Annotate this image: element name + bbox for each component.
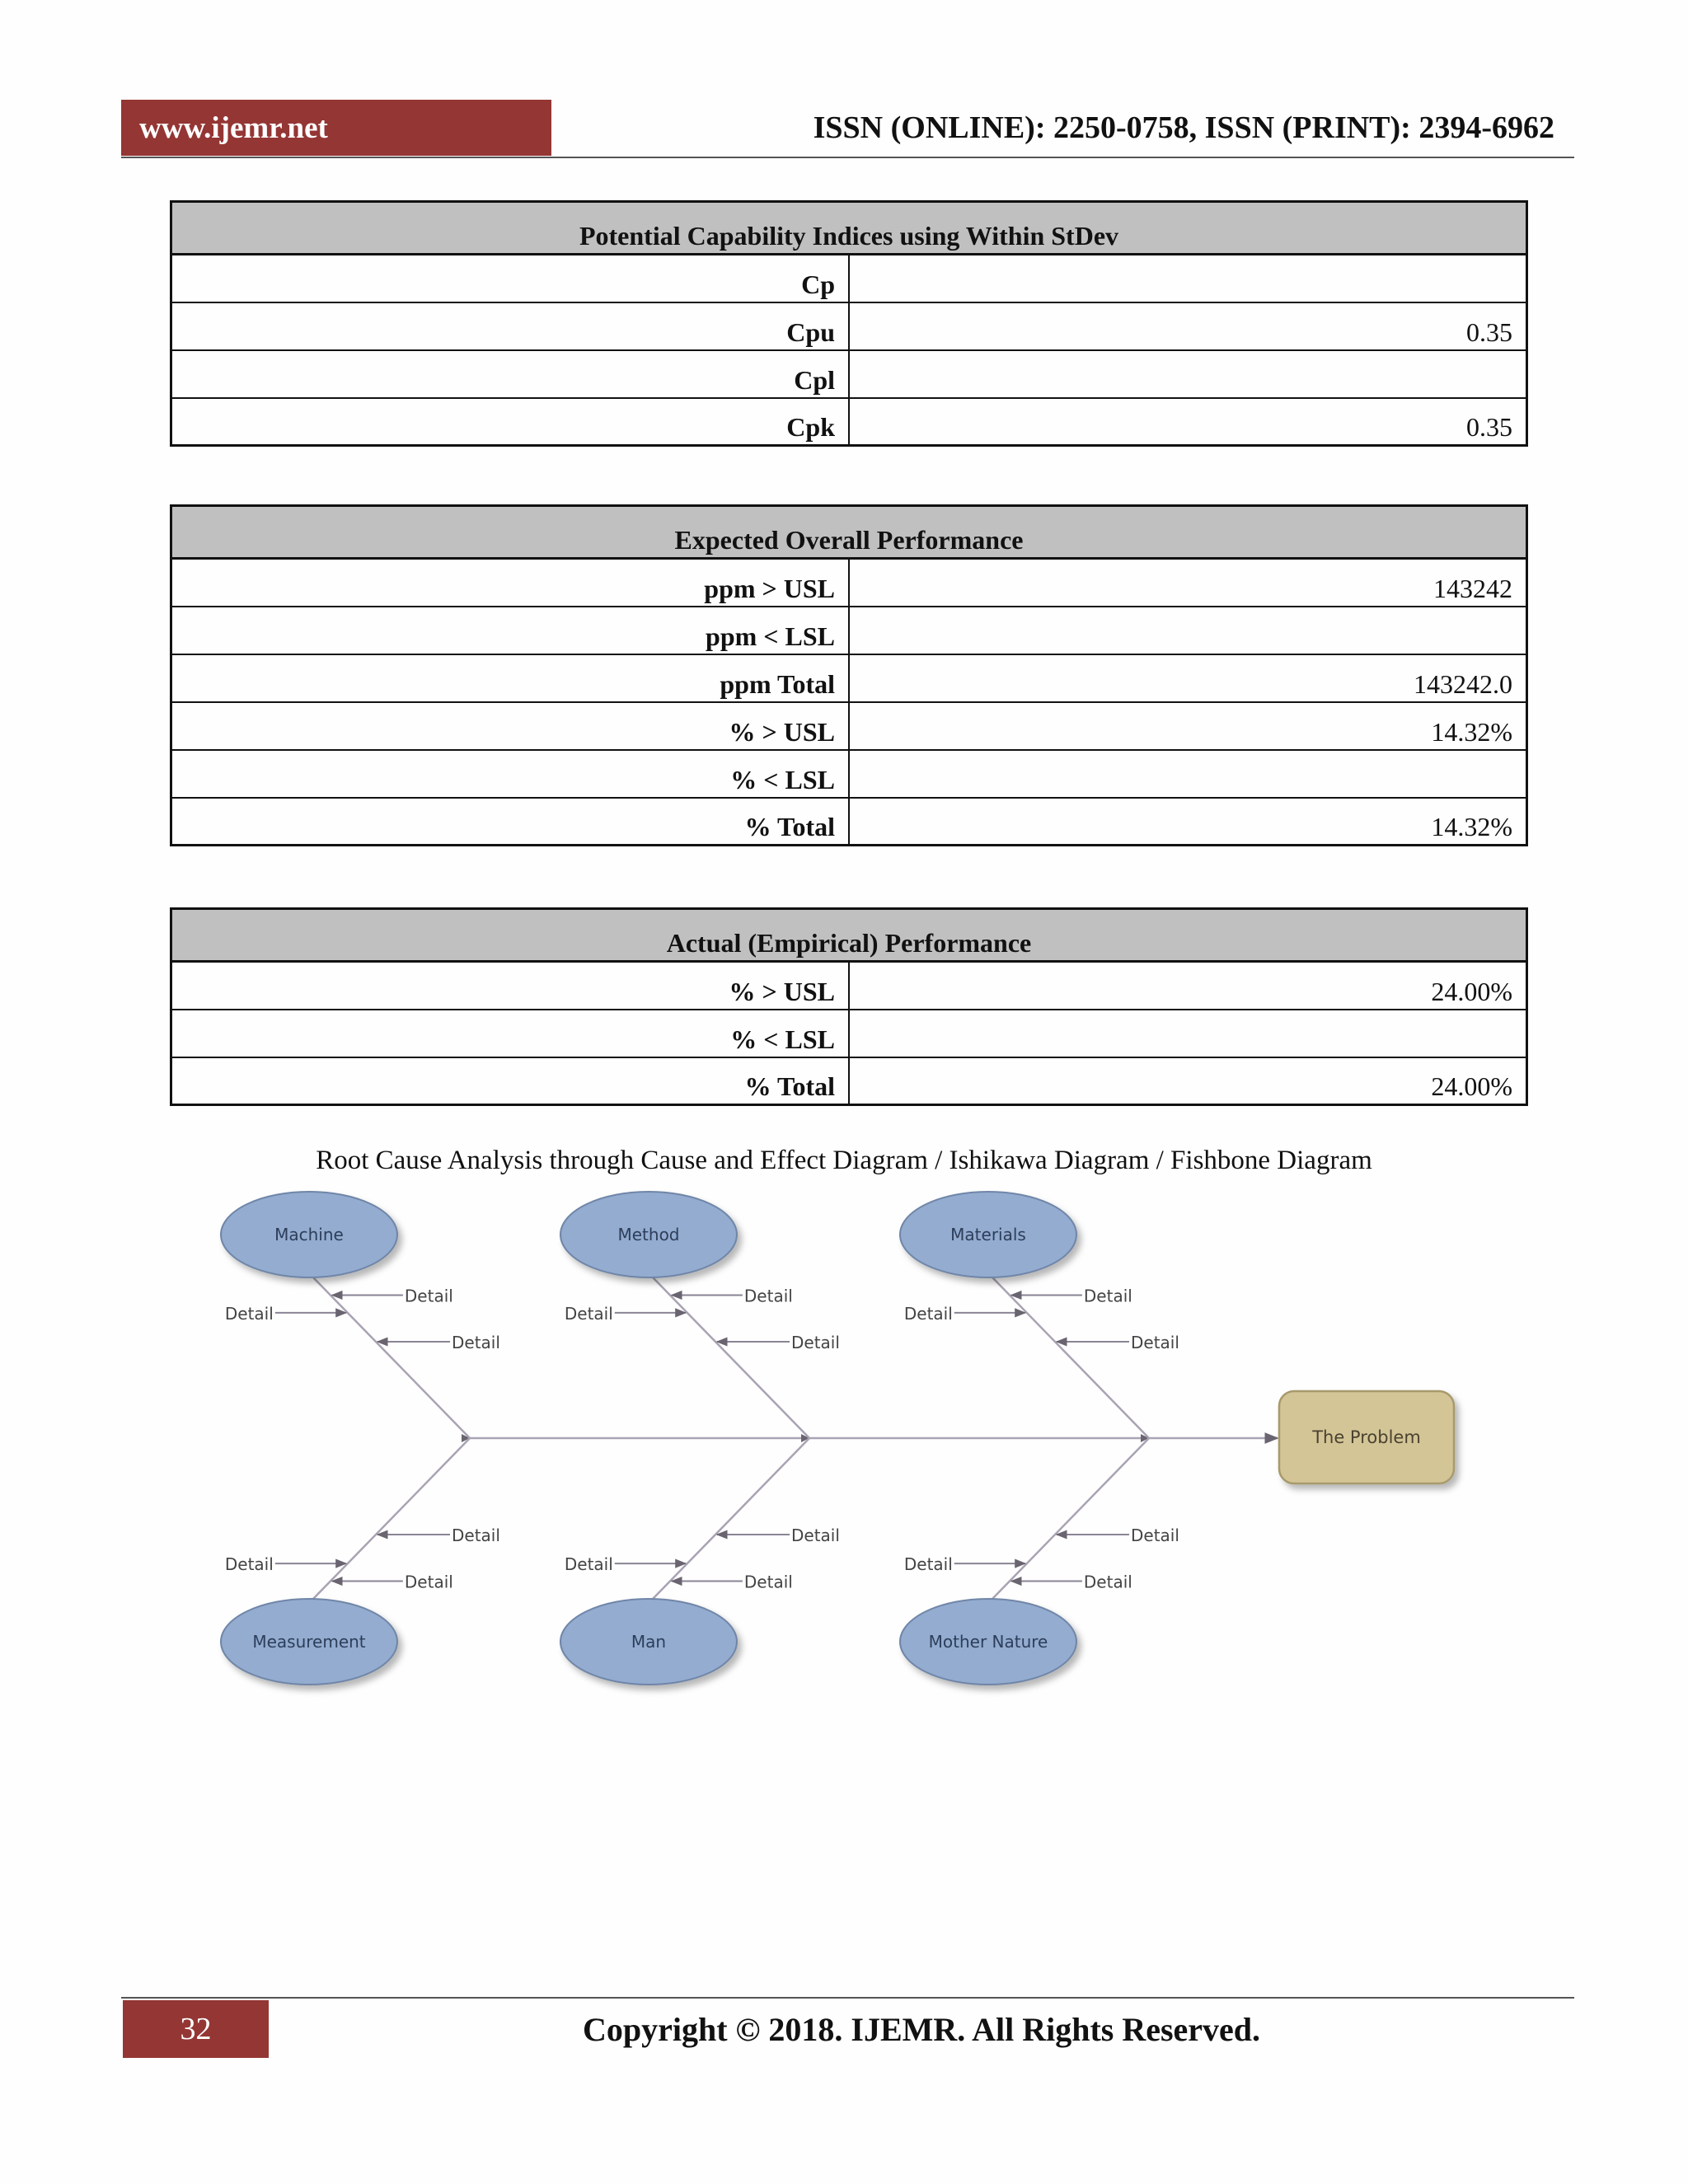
row-value [849,350,1527,398]
row-label: % Total [171,1057,850,1105]
row-value: 143242 [849,559,1527,607]
detail-label: Detail [743,1286,793,1306]
detail-label: Detail [1131,1333,1179,1352]
detail-label: Detail [743,1572,793,1592]
category-label: Measurement [252,1632,366,1652]
detail-label: Detail [791,1526,840,1545]
capability-table [170,200,1528,447]
table-row [171,350,1527,398]
row-label: % > USL [171,962,850,1010]
detail-label: Detail [224,1303,274,1324]
table-row [171,1057,1527,1105]
detail-label: Detail [452,1333,500,1352]
detail-label: Detail [404,1572,453,1592]
row-value: 14.32% [849,798,1527,846]
actual-performance-title: Actual (Empirical) Performance [171,909,1527,962]
category-label: Method [617,1225,680,1244]
detail-label: Detail [791,1333,840,1352]
category-label: Machine [274,1225,344,1244]
table-row [171,750,1527,798]
issn-line: ISSN (ONLINE): 2250-0758, ISSN (PRINT): 2394-6962 [813,110,1554,145]
expected-performance-table [170,504,1528,846]
row-value [849,255,1527,302]
journal-site: www.ijemr.net [139,110,328,145]
row-label: Cp [171,255,850,302]
detail-label: Detail [1083,1286,1132,1306]
row-label: % Total [171,798,850,846]
detail-label: Detail [903,1303,953,1324]
problem-label: The Problem [1312,1427,1421,1447]
table-row [171,654,1527,702]
row-label: Cpu [171,302,850,350]
row-label: ppm Total [171,654,850,702]
detail-label: Detail [1131,1526,1179,1545]
copyright: Copyright © 2018. IJEMR. All Rights Reserved. [582,2010,1261,2048]
fishbone-diagram [206,1187,1492,1714]
table-row [171,398,1527,446]
detail-label: Detail [1083,1572,1132,1592]
row-value: 24.00% [849,1057,1527,1105]
figure-caption: Root Cause Analysis through Cause and Effect Diagram / Ishikawa Diagram / Fishbone Diagram [316,1146,1372,1175]
row-value [849,750,1527,798]
category-label: Mother Nature [928,1632,1048,1652]
row-value [849,607,1527,654]
row-value: 0.35 [849,302,1527,350]
capability-table-title: Potential Capability Indices using Within StDev [171,202,1527,255]
detail-label: Detail [404,1286,453,1306]
table-row [171,302,1527,350]
expected-performance-title: Expected Overall Performance [171,506,1527,559]
actual-performance-table [170,907,1528,1106]
table-row [171,607,1527,654]
table-row [171,255,1527,302]
detail-label: Detail [564,1554,613,1575]
detail-label: Detail [903,1554,953,1575]
table-row [171,702,1527,750]
row-label: Cpk [171,398,850,446]
table-row [171,798,1527,846]
row-label: ppm < LSL [171,607,850,654]
row-label: % > USL [171,702,850,750]
category-label: Man [631,1632,667,1652]
header-rule [121,157,1574,158]
table-row [171,1010,1527,1057]
table-row [171,559,1527,607]
category-label: Materials [950,1225,1026,1244]
page-number-band [123,2000,269,2058]
row-value: 143242.0 [849,654,1527,702]
table-row [171,962,1527,1010]
row-label: Cpl [171,350,850,398]
detail-label: Detail [564,1303,613,1324]
journal-site-banner [121,100,551,156]
detail-label: Detail [224,1554,274,1575]
row-label: ppm > USL [171,559,850,607]
row-label: % < LSL [171,750,850,798]
footer-rule [121,1997,1574,1999]
row-value: 14.32% [849,702,1527,750]
detail-label: Detail [452,1526,500,1545]
page-number: 32 [180,2012,212,2046]
row-label: % < LSL [171,1010,850,1057]
row-value [849,1010,1527,1057]
row-value: 24.00% [849,962,1527,1010]
row-value: 0.35 [849,398,1527,446]
